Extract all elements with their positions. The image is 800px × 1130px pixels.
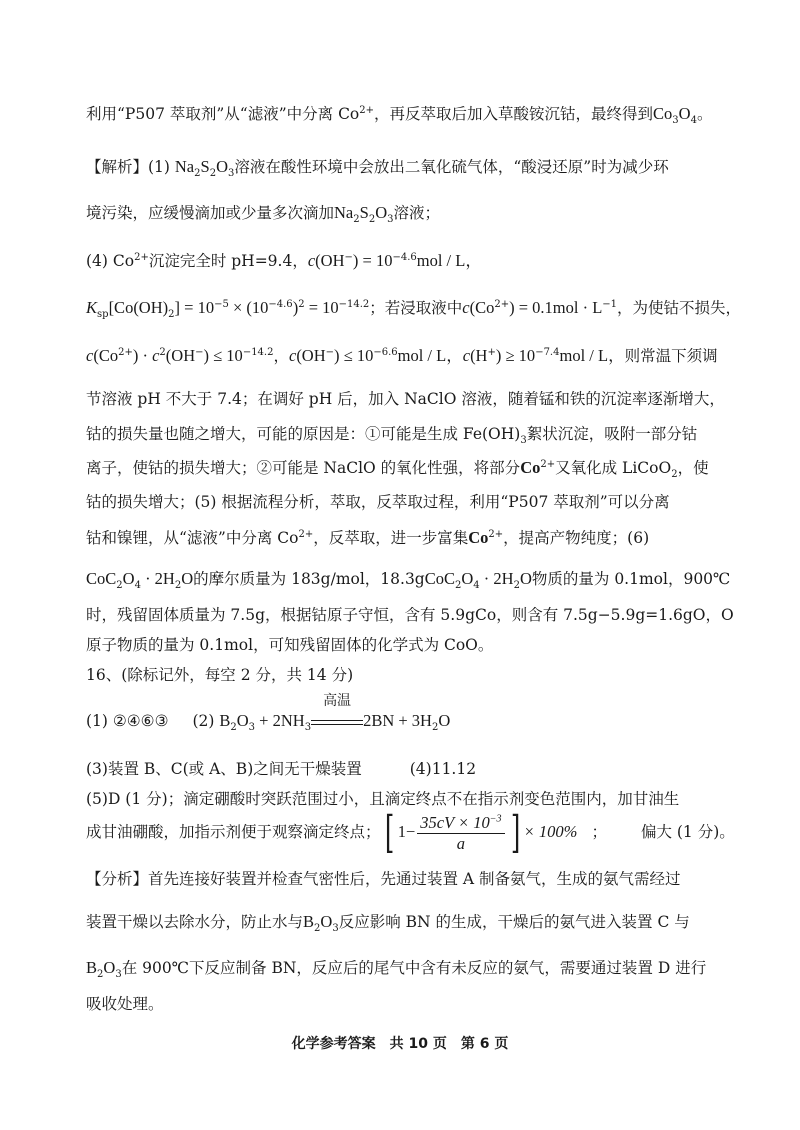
answer-line: (5)D (1 分)；滴定硼酸时突跃范围过小，且滴定终点不在指示剂变色范围内，加甘油生 xyxy=(86,790,680,808)
text-line: 境污染，应缓慢滴加或少量多次滴加$Na_2S_2O_3$溶液； xyxy=(86,203,441,226)
text-line: $B_2O_3$在 900℃下反应制备 BN，反应后的尾气中含有未反应的氨气，需要通过装置 D 进行 xyxy=(86,958,707,981)
question-header: 16、(除标记外，每空 2 分，共 14 分) xyxy=(86,666,354,684)
answer-line: (3)装置 B、C(或 A、B)之间无干燥装置 (4)11.12 xyxy=(86,760,477,778)
equation-line: $c(Co^{2+}) \cdot c^2(OH^-) \le 10^{-14.2}$，$c(OH^-) \le 10^{-6.6}mol / L$，$c(H^+) \ge 10^{-7.4}mol / L$，则常温下须调 xyxy=(86,346,718,365)
text-line: 时，残留固体质量为 7.5g，根据钴原子守恒，含有 5.9gCo，则含有 7.5g−5.9g=1.6gO，O xyxy=(86,606,734,624)
reaction-condition: 高温 xyxy=(311,709,363,733)
text-line: 节溶液 pH 不大于 7.4；在调好 pH 后，加入 NaClO 溶液，随着锰和铁的沉淀率逐渐增大， xyxy=(86,390,725,408)
text-line: 原子物质的量为 0.1mol，可知残留固体的化学式为 CoO。 xyxy=(86,636,494,654)
text-line: 装置干燥以去除水分，防止水与$B_2O_3$反应影响 BN 的生成，干燥后的氨气进入装置 C 与 xyxy=(86,912,690,935)
text-line: 离子，使钴的损失增大；②可能是 NaClO 的氧化性强，将部分$Co^{2+}$又氧化成 LiCoO$_2$，使 xyxy=(86,458,709,481)
text-line: $CoC_2O_4 \cdot 2H_2O$的摩尔质量为 183g/mol，$18.3gCoC_2O_4 \cdot 2H_2O$物质的量为 0.1mol，900℃ xyxy=(86,569,731,592)
text-line: 钴和镍锂，从“滤液”中分离 $Co^{2+}$，反萃取，进一步富集$Co^{2+}$，提高产物纯度；(6) xyxy=(86,528,650,547)
fraction: $\frac{35cV \times 10^{-3}}{a}$ xyxy=(417,813,504,854)
text-line: 利用“P507 萃取剂”从“滤液”中分离 $Co^{2+}$，再反萃取后加入草酸铵沉钴，最终得到$Co_3O_4$。 xyxy=(86,104,713,127)
answer-line: (1) ②④⑥③ (2) $B_2O_3 + 2NH_3$ 高温 $2BN + 3H_2O$ xyxy=(86,693,451,734)
analysis-line: 【分析】首先连接好装置并检查气密性后，先通过装置 A 制备氨气，生成的氨气需经过 xyxy=(86,870,681,888)
answer-line: 成甘油硼酸，加指示剂便于观察滴定终点；[ 1− $\frac{35cV \times 10^{-3}}{a}$ ] × 100% ； 偏大 (1 分)。 xyxy=(86,807,735,858)
text-line: 吸收处理。 xyxy=(86,995,164,1013)
text-line: (4) $Co^{2+}$沉淀完全时 pH=9.4，$c(OH^-) = 10^{-4.6}mol / L$， xyxy=(86,251,482,270)
text-line: 钴的损失增大；(5) 根据流程分析，萃取，反萃取过程，利用“P507 萃取剂”可以分离 xyxy=(86,493,670,511)
page-footer: 化学参考答案 共 10 页 第 6 页 xyxy=(291,1036,509,1052)
analysis-line: 【解析】(1) $Na_2S_2O_3$溶液在酸性环境中会放出二氧化硫气体，“酸浸还原”时为减少环 xyxy=(86,157,669,180)
text-line: 钴的损失量也随之增大，可能的原因是：①可能是生成 $Fe(OH)_3$絮状沉淀，吸附一部分钴 xyxy=(86,425,698,447)
equation-line: $K_{sp}[Co(OH)_2] = 10^{-5} \times (10^{-4.6})^2 = 10^{-14.2}$；若浸取液中$c(Co^{2+}) = 0.1mol \cdot L^{-1}$，为使钴不损失， xyxy=(86,298,742,321)
